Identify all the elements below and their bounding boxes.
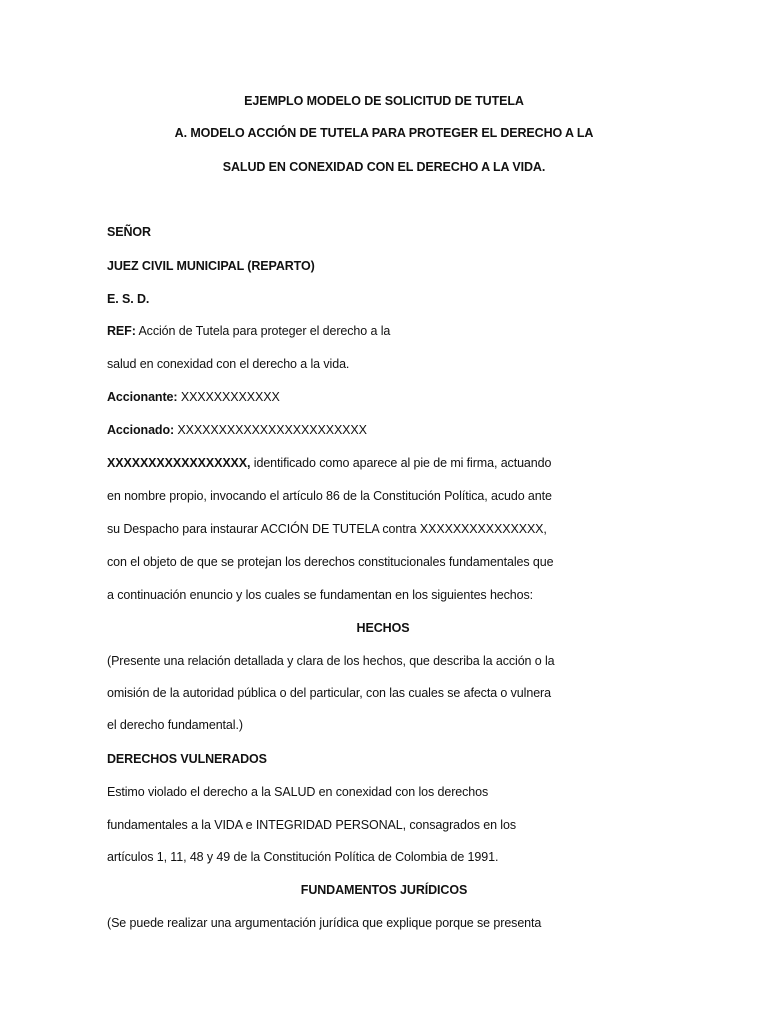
derechos-line-2: fundamentales a la VIDA e INTEGRIDAD PERSONAL, consagrados en los [107, 818, 516, 832]
addressee-line-2: JUEZ CIVIL MUNICIPAL (REPARTO) [107, 259, 315, 273]
intro-line-5: a continuación enuncio y los cuales se fundamentan en los siguientes hechos: [107, 588, 534, 602]
document-subtitle-line-2: SALUD EN CONEXIDAD CON EL DERECHO A LA VIDA. [222, 160, 546, 174]
hechos-line-1: (Presente una relación detallada y clara de los hechos, que describa la acción o la [107, 654, 555, 668]
accionante-line [107, 389, 280, 405]
intro-line-1 [107, 455, 551, 471]
addressee-line-1: SEÑOR [107, 225, 151, 239]
derechos-heading: DERECHOS VULNERADOS [107, 752, 267, 766]
document-subtitle-line-1: A. MODELO ACCIÓN DE TUTELA PARA PROTEGER EL DERECHO A LA [174, 126, 594, 140]
accionante-label: Accionante: [107, 390, 178, 404]
reference-line-2: salud en conexidad con el derecho a la vida. [107, 357, 350, 371]
accionado-line [107, 422, 367, 438]
reference-text: Acción de Tutela para proteger el derecho a la [135, 324, 391, 338]
fundamentos-line-1: (Se puede realizar una argumentación jurídica que explique porque se presenta [107, 916, 542, 930]
intro-line-3: su Despacho para instaurar ACCIÓN DE TUTELA contra XXXXXXXXXXXXXXX, [107, 522, 547, 536]
derechos-line-3: artículos 1, 11, 48 y 49 de la Constitución Política de Colombia de 1991. [107, 850, 499, 864]
reference-label: REF: [107, 324, 136, 338]
accionado-value: XXXXXXXXXXXXXXXXXXXXXXX [174, 423, 367, 437]
intro-line-4: con el objeto de que se protejan los derechos constitucionales fundamentales que [107, 555, 554, 569]
intro-name: XXXXXXXXXXXXXXXXX, [107, 456, 251, 470]
addressee-line-3: E. S. D. [107, 292, 150, 306]
hechos-heading [0, 620, 768, 636]
accionado-label: Accionado: [107, 423, 175, 437]
reference-line-1 [107, 323, 390, 339]
accionante-value: XXXXXXXXXXXX [177, 390, 280, 404]
fundamentos-heading: FUNDAMENTOS JURÍDICOS [300, 883, 468, 897]
hechos-heading-text: HECHOS [356, 621, 410, 635]
hechos-line-3: el derecho fundamental.) [107, 718, 243, 732]
hechos-line-2: omisión de la autoridad pública o del particular, con las cuales se afecta o vulnera [107, 686, 551, 700]
document-title: EJEMPLO MODELO DE SOLICITUD DE TUTELA [244, 94, 524, 108]
derechos-line-1: Estimo violado el derecho a la SALUD en conexidad con los derechos [107, 785, 489, 799]
intro-line-2: en nombre propio, invocando el artículo 86 de la Constitución Política, acudo ante [107, 489, 552, 503]
intro-line-1-rest: identificado como aparece al pie de mi firma, actuando [250, 456, 552, 470]
